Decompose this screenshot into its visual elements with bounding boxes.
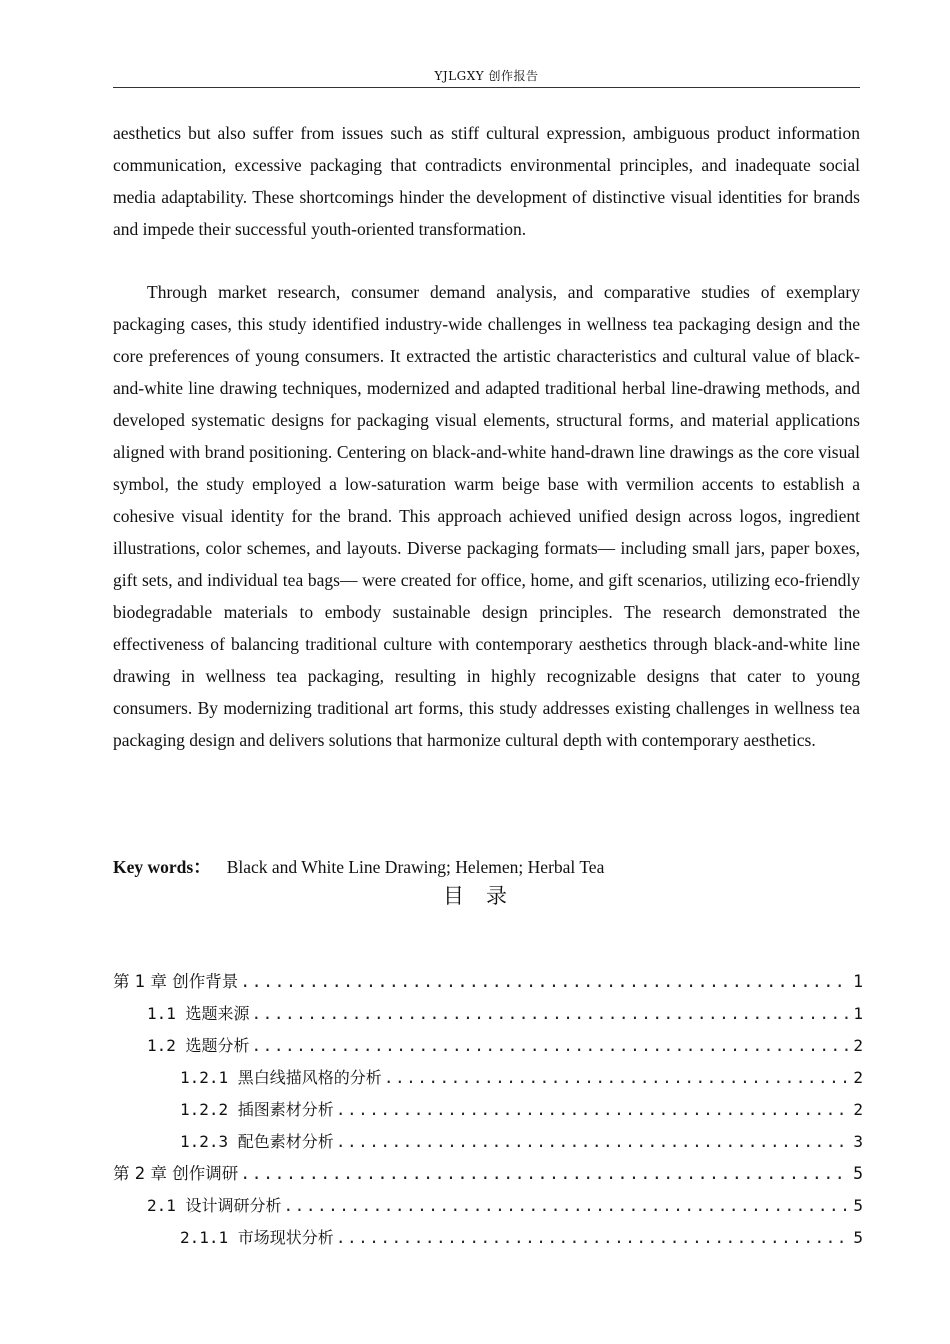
toc-entry-page: 5 xyxy=(853,1196,863,1215)
toc-entry-label: 1.2 选题分析 xyxy=(147,1036,250,1055)
toc-entry-page: 2 xyxy=(853,1100,863,1119)
toc-entry-page: 5 xyxy=(853,1164,863,1183)
table-of-contents xyxy=(113,966,863,1254)
toc-leader-dots xyxy=(252,1030,850,1062)
page-header xyxy=(113,67,860,88)
toc-entry-1-2-1[interactable] xyxy=(113,1062,863,1094)
toc-entry-page: 5 xyxy=(853,1228,863,1247)
toc-entry-page: 3 xyxy=(853,1132,863,1151)
toc-entry-label: 1.2.1 黑白线描风格的分析 xyxy=(180,1068,382,1087)
toc-entry-1-2-2[interactable] xyxy=(113,1094,863,1126)
toc-entry-1-2-3[interactable] xyxy=(113,1126,863,1158)
toc-leader-dots xyxy=(384,1062,850,1094)
toc-entry-page: 2 xyxy=(853,1068,863,1087)
header-title: YJLGXY 创作报告 xyxy=(434,69,539,83)
keywords-value: Black and White Line Drawing; Helemen; Herbal Tea xyxy=(226,857,605,877)
toc-entry-label: 第 1 章 创作背景 xyxy=(113,972,239,991)
abstract-paragraph-1: aesthetics but also suffer from issues such as stiff cultural expression, ambiguous product information communication, excessive packaging that contradicts environmental principles, and inadequate social media adaptability. These shortcomings hinder the development of distinctive visual identities for brands and impede their successful youth-oriented transformation. xyxy=(113,123,860,239)
toc-leader-dots xyxy=(240,966,849,998)
toc-leader-dots xyxy=(284,1190,850,1222)
toc-leader-dots xyxy=(336,1094,850,1126)
toc-entry-page: 1 xyxy=(853,1004,863,1023)
toc-leader-dots xyxy=(252,998,850,1030)
toc-entry-label: 1.2.3 配色素材分析 xyxy=(180,1132,334,1151)
toc-entry-chapter-2[interactable] xyxy=(113,1158,863,1190)
toc-leader-dots xyxy=(240,1158,849,1190)
toc-entry-label: 2.1.1 市场现状分析 xyxy=(180,1228,334,1247)
toc-entry-label: 第 2 章 创作调研 xyxy=(113,1164,239,1183)
toc-entry-page: 2 xyxy=(853,1036,863,1055)
toc-entry-label: 1.1 选题来源 xyxy=(147,1004,250,1023)
toc-leader-dots xyxy=(336,1222,850,1254)
toc-entry-page: 1 xyxy=(853,972,863,991)
toc-entry-1-2[interactable] xyxy=(113,1030,863,1062)
keywords-line xyxy=(113,851,860,883)
keywords-label: Key words： xyxy=(113,857,211,877)
toc-entry-2-1[interactable] xyxy=(113,1190,863,1222)
toc-entry-chapter-1[interactable] xyxy=(113,966,863,998)
toc-entry-2-1-1[interactable] xyxy=(113,1222,863,1254)
toc-entry-label: 1.2.2 插图素材分析 xyxy=(180,1100,334,1119)
abstract-paragraph-2: Through market research, consumer demand analysis, and comparative studies of exemplary packaging cases, this study identified industry-wide challenges in wellness tea packaging design and the core preferences of young consumers. It extracted the artistic characteristics and cultural value of black-and-white line drawing techniques, modernized and adapted traditional herbal line-drawing methods, and developed systematic designs for packaging visual elements, structural forms, and material applications aligned with brand positioning. Centering on black-and-white hand-drawn line drawings as the core visual symbol, the study employed a low-saturation warm beige base with vermilion accents to establish a cohesive visual identity for the brand. This approach achieved unified design across logos, ingredient illustrations, color schemes, and layouts. Diverse packaging formats— including small jars, paper boxes, gift sets, and individual tea bags— were created for office, home, and gift scenarios, utilizing eco-friendly biodegradable materials to embody sustainable design principles. The research demonstrated the effectiveness of balancing traditional culture with contemporary aesthetics through black-and-white line drawing in wellness tea packaging, resulting in highly recognizable designs that cater to young consumers. By modernizing traditional art forms, this study addresses existing challenges in wellness tea packaging design and delivers solutions that harmonize cultural depth with contemporary aesthetics. xyxy=(113,282,860,750)
toc-title: 目录 xyxy=(443,884,529,908)
toc-entry-label: 2.1 设计调研分析 xyxy=(147,1196,282,1215)
toc-entry-1-1[interactable] xyxy=(113,998,863,1030)
toc-leader-dots xyxy=(336,1126,850,1158)
